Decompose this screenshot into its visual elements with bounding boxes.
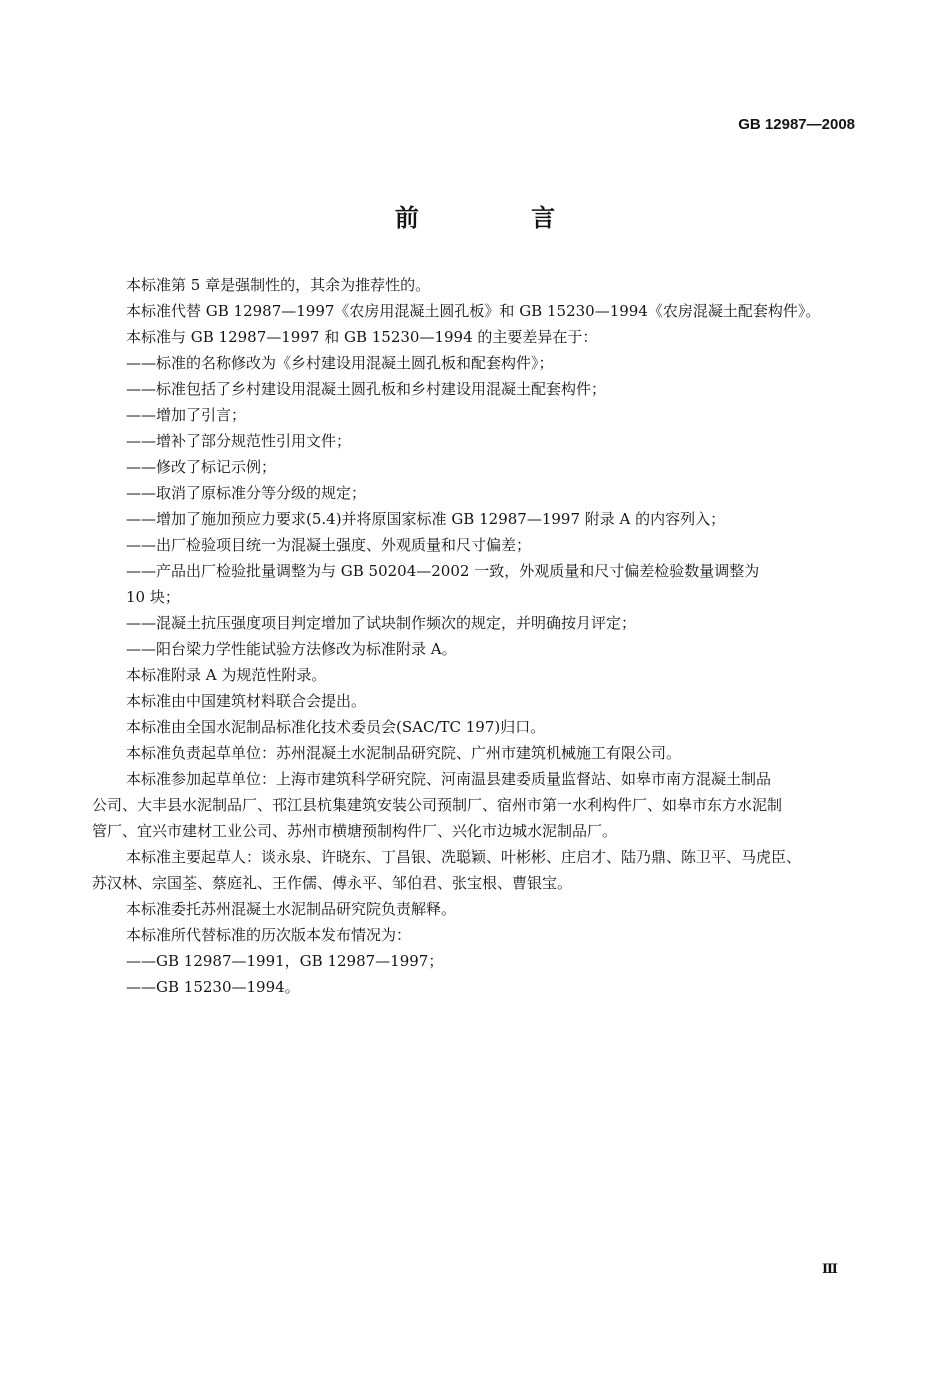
list-item: ——取消了原标准分等分级的规定； [126, 484, 367, 502]
paragraph: 本标准所代替标准的历次版本发布情况为： [126, 926, 412, 944]
page-title: 前 言 [394, 204, 608, 232]
list-item: ——增加了引言； [126, 406, 247, 424]
paragraph-continuation: 苏汉林、宗国荃、蔡庭礼、王作儒、傅永平、邹伯君、张宝根、曹银宝。 [92, 874, 573, 892]
list-item: ——修改了标记示例； [126, 458, 277, 476]
list-item: ——增补了部分规范性引用文件； [126, 432, 352, 450]
preface-body [92, 272, 856, 1000]
list-item-continuation: 10 块； [126, 588, 180, 606]
paragraph: 本标准委托苏州混凝土水泥制品研究院负责解释。 [126, 900, 457, 918]
paragraph: 本标准与 GB 12987—1997 和 GB 15230—1994 的主要差异在于： [126, 328, 598, 346]
paragraph: 本标准附录 A 为规范性附录。 [126, 666, 327, 684]
paragraph: 本标准主要起草人：谈永泉、许晓东、丁昌银、冼聪颖、叶彬彬、庄启才、陆乃鼎、陈卫平、马虎臣、 [126, 848, 802, 866]
list-item: ——GB 15230—1994。 [126, 978, 300, 996]
list-item: ——阳台梁力学性能试验方法修改为标准附录 A。 [126, 640, 457, 658]
paragraph: 本标准由中国建筑材料联合会提出。 [126, 692, 367, 710]
paragraph: 本标准代替 GB 12987—1997《农房用混凝土圆孔板》和 GB 15230—1994《农房混凝土配套构件》。 [126, 302, 821, 320]
paragraph: 本标准参加起草单位：上海市建筑科学研究院、河南温县建委质量监督站、如皋市南方混凝土制品 [126, 770, 772, 788]
paragraph: 本标准负责起草单位：苏州混凝土水泥制品研究院、广州市建筑机械施工有限公司。 [126, 744, 682, 762]
paragraph: 本标准由全国水泥制品标准化技术委员会(SAC/TC 197)归口。 [126, 718, 546, 736]
list-item: ——增加了施加预应力要求(5.4)并将原国家标准 GB 12987—1997 附录 A 的内容列入； [126, 510, 726, 528]
list-item: ——GB 12987—1991，GB 12987—1997； [126, 952, 444, 970]
list-item: ——产品出厂检验批量调整为与 GB 50204—2002 一致，外观质量和尺寸偏差检验数量调整为 [126, 562, 760, 580]
list-item: ——混凝土抗压强度项目判定增加了试块制作频次的规定，并明确按月评定； [126, 614, 637, 632]
document-code: GB 12987—2008 [738, 116, 855, 133]
paragraph: 本标准第 5 章是强制性的，其余为推荐性的。 [126, 276, 431, 294]
list-item: ——标准包括了乡村建设用混凝土圆孔板和乡村建设用混凝土配套构件； [126, 380, 607, 398]
list-item: ——标准的名称修改为《乡村建设用混凝土圆孔板和配套构件》； [126, 354, 554, 372]
list-item: ——出厂检验项目统一为混凝土强度、外观质量和尺寸偏差； [126, 536, 532, 554]
page-number: Ⅲ [822, 1262, 838, 1277]
paragraph-continuation: 公司、大丰县水泥制品厂、邗江县杭集建筑安装公司预制厂、宿州市第一水利构件厂、如皋市东方水泥制 [92, 796, 783, 814]
paragraph-continuation: 管厂、宜兴市建材工业公司、苏州市横塘预制构件厂、兴化市边城水泥制品厂。 [92, 822, 618, 840]
